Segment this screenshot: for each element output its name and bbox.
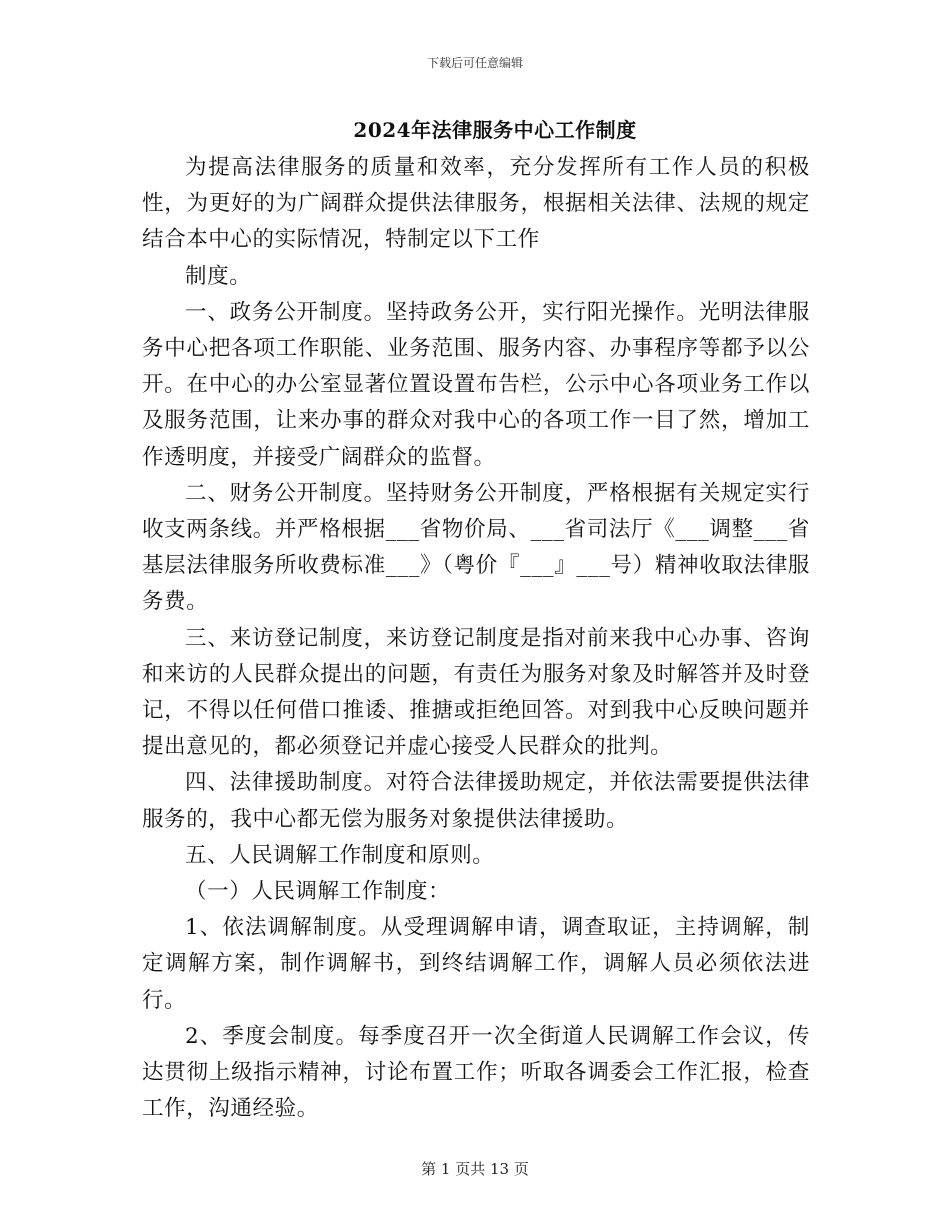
paragraph-mediation-heading: 五、人民调解工作制度和原则。 (185, 842, 495, 868)
paragraph-lawful-mediation: 1、依法调解制度。从受理调解申请，调查取证，主持调解，制定调解方案，制作调解书，到终结调解工作，调解人员必须依法进行。 (142, 915, 810, 1013)
paragraph-mediation-subheading: （一）人民调解工作制度： (185, 879, 451, 905)
paragraph-government-affairs: 一、政务公开制度。坚持政务公开，实行阳光操作。光明法律服务中心把各项工作职能、业务范围、服务内容、办事程序等都予以公开。在中心的办公室显著位置设置布告栏，公示中心各项业务工作以及服务范围，让来办事的群众对我中心的各项工作一目了然，增加工作透明度，并接受广阔群众的监督。 (142, 299, 810, 470)
paragraph-visitor-registration: 三、来访登记制度，来访登记制度是指对前来我中心办事、咨询和来访的人民群众提出的问题，有责任为服务对象及时解答并及时登记，不得以任何借口推诿、推搪或拒绝回答。对到我中心反映问题并提出意见的，都必须登记并虚心接受人民群众的批判。 (142, 625, 810, 760)
page-footer: 第 1 页共 13 页 (421, 1160, 529, 1178)
paragraph-legal-aid: 四、法律援助制度。对符合法律援助规定，并依法需要提供法律服务的，我中心都无偿为服务对象提供法律援助。 (142, 770, 810, 832)
document-body (142, 150, 810, 1127)
document-title: 2024年法律服务中心工作制度 (353, 118, 637, 142)
paragraph-intro-continued: 制度。 (185, 263, 252, 289)
paragraph-quarterly-meeting: 2、季度会制度。每季度召开一次全街道人民调解工作会议，传达贯彻上级指示精神，讨论布置工作；听取各调委会工作汇报，检查工作，沟通经验。 (142, 1023, 810, 1122)
header-note: 下载后可任意编辑 (426, 56, 523, 70)
paragraph-finance: 二、财务公开制度。坚持财务公开制度，严格根据有关规定实行收支两条线。并严格根据___省物价局、___省司法厅《___调整___省基层法律服务所收费标准___》（粤价『___』___号）精神收取法律服务费。 (142, 480, 810, 615)
paragraph-intro: 为提高法律服务的质量和效率，充分发挥所有工作人员的积极性，为更好的为广阔群众提供法律服务，根据相关法律、法规的规定结合本中心的实际情况，特制定以下工作 (142, 155, 810, 253)
